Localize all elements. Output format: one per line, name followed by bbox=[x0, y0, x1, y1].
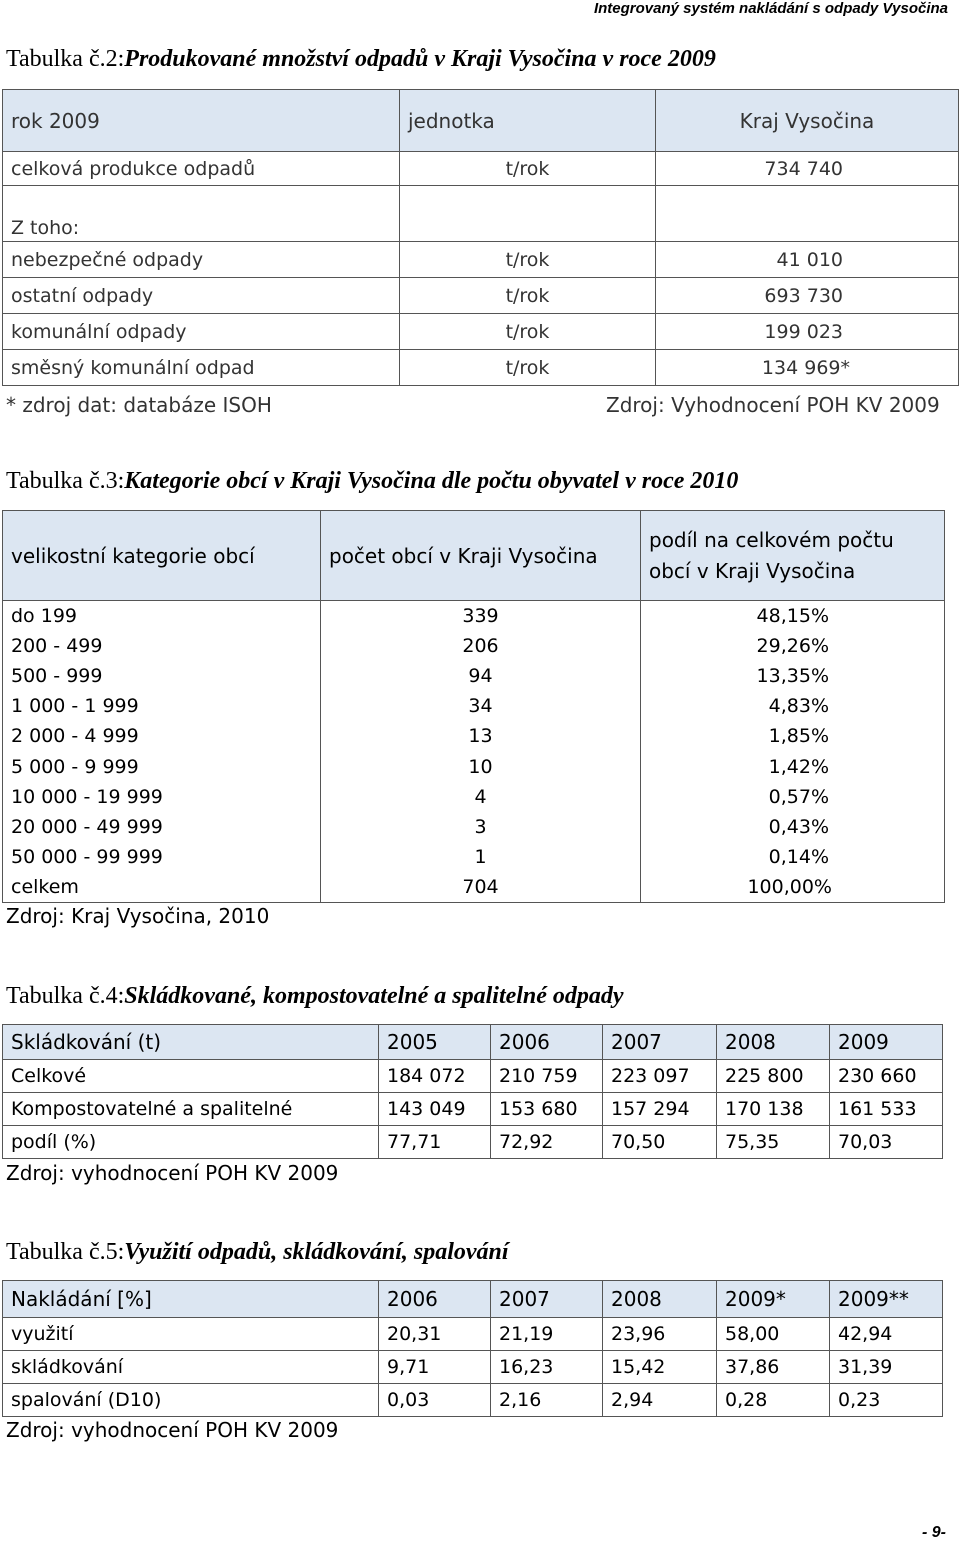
running-header: Integrovaný systém nakládání s odpady Vysočina bbox=[593, 0, 948, 17]
value-cell: 210 759 bbox=[491, 1060, 603, 1093]
count-cell: 4 bbox=[321, 782, 641, 812]
category-cell: 20 000 - 49 999 bbox=[3, 812, 321, 842]
row-unit: t/rok bbox=[400, 152, 656, 186]
table3-header-row bbox=[3, 511, 945, 601]
table-row bbox=[3, 314, 959, 350]
table5-header-cell: 2009* bbox=[717, 1281, 830, 1318]
value-cell: 58,00 bbox=[717, 1318, 830, 1351]
share-cell: 0,43% bbox=[641, 812, 945, 842]
table3-source: Zdroj: Kraj Vysočina, 2010 bbox=[6, 904, 270, 928]
table4-source: Zdroj: vyhodnocení POH KV 2009 bbox=[6, 1161, 339, 1185]
category-cell: 50 000 - 99 999 bbox=[3, 842, 321, 872]
share-cell: 29,26% bbox=[641, 631, 945, 661]
table4-header-row bbox=[3, 1025, 943, 1060]
row-label: využití bbox=[3, 1318, 379, 1351]
share-cell: 1,42% bbox=[641, 751, 945, 781]
table2-caption bbox=[6, 46, 716, 73]
row-label: směsný komunální odpad bbox=[3, 350, 400, 386]
table5-header-cell: 2009** bbox=[830, 1281, 943, 1318]
table5-header-cell: 2008 bbox=[603, 1281, 717, 1318]
table4-header-cell: 2006 bbox=[491, 1025, 603, 1060]
table2-header-cell: Kraj Vysočina bbox=[656, 90, 959, 152]
table3-header-cell: velikostní kategorie obcí bbox=[3, 511, 321, 601]
value-cell: 70,50 bbox=[603, 1126, 717, 1159]
category-cell: celkem bbox=[3, 872, 321, 902]
share-cell: 4,83% bbox=[641, 691, 945, 721]
count-cell: 1 bbox=[321, 842, 641, 872]
count-cell: 94 bbox=[321, 661, 641, 691]
table5-header-cell: 2007 bbox=[491, 1281, 603, 1318]
table-row bbox=[3, 842, 945, 872]
table-row bbox=[3, 721, 945, 751]
share-cell: 1,85% bbox=[641, 721, 945, 751]
table-row bbox=[3, 691, 945, 721]
table-row bbox=[3, 751, 945, 781]
row-label: Celkové bbox=[3, 1060, 379, 1093]
table-row bbox=[3, 1384, 943, 1417]
row-unit: t/rok bbox=[400, 278, 656, 314]
table-row bbox=[3, 152, 959, 186]
table3 bbox=[2, 510, 945, 903]
value-cell: 184 072 bbox=[379, 1060, 491, 1093]
share-cell: 48,15% bbox=[641, 601, 945, 631]
table4-header-cell: 2005 bbox=[379, 1025, 491, 1060]
category-cell: 2 000 - 4 999 bbox=[3, 721, 321, 751]
table-row bbox=[3, 278, 959, 314]
value-cell: 21,19 bbox=[491, 1318, 603, 1351]
table4-caption bbox=[6, 983, 624, 1010]
table4-title: Skládkované, kompostovatelné a spalitelné odpady bbox=[124, 983, 624, 1009]
value-cell: 31,39 bbox=[830, 1351, 943, 1384]
table4 bbox=[2, 1024, 943, 1159]
table4-header-cell: 2009 bbox=[830, 1025, 943, 1060]
row-label: podíl (%) bbox=[3, 1126, 379, 1159]
value-cell: 0,28 bbox=[717, 1384, 830, 1417]
category-cell: 1 000 - 1 999 bbox=[3, 691, 321, 721]
table4-header-cell: 2008 bbox=[717, 1025, 830, 1060]
count-cell: 206 bbox=[321, 631, 641, 661]
value-cell: 0,03 bbox=[379, 1384, 491, 1417]
table-row bbox=[3, 1318, 943, 1351]
share-cell: 100,00% bbox=[641, 872, 945, 902]
table5-header-row bbox=[3, 1281, 943, 1318]
table2-source: Zdroj: Vyhodnocení POH KV 2009 bbox=[606, 393, 940, 417]
value-cell: 170 138 bbox=[717, 1093, 830, 1126]
value-cell: 230 660 bbox=[830, 1060, 943, 1093]
category-cell: do 199 bbox=[3, 601, 321, 631]
value-cell: 157 294 bbox=[603, 1093, 717, 1126]
table5-label: Tabulka č.5: bbox=[6, 1239, 125, 1265]
share-cell: 0,57% bbox=[641, 782, 945, 812]
value-cell: 23,96 bbox=[603, 1318, 717, 1351]
row-label: Kompostovatelné a spalitelné bbox=[3, 1093, 379, 1126]
table2-title: Produkované množství odpadů v Kraji Vysočina v roce 2009 bbox=[124, 46, 716, 72]
value-cell: 2,94 bbox=[603, 1384, 717, 1417]
table-row bbox=[3, 872, 945, 902]
value-cell: 9,71 bbox=[379, 1351, 491, 1384]
category-cell: 500 - 999 bbox=[3, 661, 321, 691]
row-label: komunální odpady bbox=[3, 314, 400, 350]
row-unit: t/rok bbox=[400, 242, 656, 278]
header-line: obcí v Kraji Vysočina bbox=[649, 558, 856, 583]
value-cell: 2,16 bbox=[491, 1384, 603, 1417]
value-cell: 75,35 bbox=[717, 1126, 830, 1159]
table2-header-cell: jednotka bbox=[400, 90, 656, 152]
value-cell: 70,03 bbox=[830, 1126, 943, 1159]
table2-header-cell: rok 2009 bbox=[3, 90, 400, 152]
value-cell: 72,92 bbox=[491, 1126, 603, 1159]
count-cell: 34 bbox=[321, 691, 641, 721]
table-row bbox=[3, 601, 945, 631]
row-value: 734 740 bbox=[656, 152, 959, 186]
row-label: nebezpečné odpady bbox=[3, 242, 400, 278]
share-cell: 13,35% bbox=[641, 661, 945, 691]
value-cell: 77,71 bbox=[379, 1126, 491, 1159]
table-row bbox=[3, 1093, 943, 1126]
subheading: Z toho: bbox=[3, 186, 400, 242]
table4-label: Tabulka č.4: bbox=[6, 983, 125, 1009]
table2-label: Tabulka č.2: bbox=[6, 46, 125, 72]
table5-header-cell: 2006 bbox=[379, 1281, 491, 1318]
row-label: spalování (D10) bbox=[3, 1384, 379, 1417]
category-cell: 10 000 - 19 999 bbox=[3, 782, 321, 812]
table2 bbox=[2, 89, 959, 386]
row-value: 693 730 bbox=[656, 278, 959, 314]
value-cell: 225 800 bbox=[717, 1060, 830, 1093]
table-row bbox=[3, 350, 959, 386]
table3-header-cell: počet obcí v Kraji Vysočina bbox=[321, 511, 641, 601]
count-cell: 339 bbox=[321, 601, 641, 631]
value-cell: 223 097 bbox=[603, 1060, 717, 1093]
table-row bbox=[3, 1351, 943, 1384]
table3-label: Tabulka č.3: bbox=[6, 468, 125, 494]
empty-cell bbox=[656, 186, 959, 242]
value-cell: 143 049 bbox=[379, 1093, 491, 1126]
count-cell: 10 bbox=[321, 751, 641, 781]
table-row bbox=[3, 186, 959, 242]
value-cell: 20,31 bbox=[379, 1318, 491, 1351]
table3-header-cell bbox=[641, 511, 945, 601]
table-row bbox=[3, 242, 959, 278]
row-unit: t/rok bbox=[400, 314, 656, 350]
category-cell: 200 - 499 bbox=[3, 631, 321, 661]
value-cell: 37,86 bbox=[717, 1351, 830, 1384]
share-cell: 0,14% bbox=[641, 842, 945, 872]
count-cell: 3 bbox=[321, 812, 641, 842]
table2-footnote: * zdroj dat: databáze ISOH bbox=[6, 393, 272, 417]
table-row bbox=[3, 1126, 943, 1159]
table-row bbox=[3, 631, 945, 661]
row-value: 41 010 bbox=[656, 242, 959, 278]
empty-cell bbox=[400, 186, 656, 242]
row-value: 134 969* bbox=[656, 350, 959, 386]
count-cell: 704 bbox=[321, 872, 641, 902]
header-line: podíl na celkovém počtu bbox=[649, 527, 894, 552]
row-label: ostatní odpady bbox=[3, 278, 400, 314]
value-cell: 0,23 bbox=[830, 1384, 943, 1417]
value-cell: 16,23 bbox=[491, 1351, 603, 1384]
row-label: celková produkce odpadů bbox=[3, 152, 400, 186]
table-row bbox=[3, 782, 945, 812]
table5 bbox=[2, 1280, 943, 1417]
row-value: 199 023 bbox=[656, 314, 959, 350]
table4-header-cell: Skládkování (t) bbox=[3, 1025, 379, 1060]
table-row bbox=[3, 1060, 943, 1093]
table4-header-cell: 2007 bbox=[603, 1025, 717, 1060]
count-cell: 13 bbox=[321, 721, 641, 751]
value-cell: 153 680 bbox=[491, 1093, 603, 1126]
table5-header-cell: Nakládání [%] bbox=[3, 1281, 379, 1318]
row-unit: t/rok bbox=[400, 350, 656, 386]
value-cell: 15,42 bbox=[603, 1351, 717, 1384]
page-number: - 9- bbox=[922, 1524, 946, 1541]
table-row bbox=[3, 661, 945, 691]
table5-caption bbox=[6, 1239, 509, 1266]
table3-title: Kategorie obcí v Kraji Vysočina dle počtu obyvatel v roce 2010 bbox=[124, 468, 739, 494]
row-label: skládkování bbox=[3, 1351, 379, 1384]
table5-source: Zdroj: vyhodnocení POH KV 2009 bbox=[6, 1418, 339, 1442]
table2-header-row bbox=[3, 90, 959, 152]
value-cell: 42,94 bbox=[830, 1318, 943, 1351]
table3-caption bbox=[6, 468, 738, 495]
table5-title: Využití odpadů, skládkování, spalování bbox=[124, 1239, 509, 1265]
table-row bbox=[3, 812, 945, 842]
value-cell: 161 533 bbox=[830, 1093, 943, 1126]
category-cell: 5 000 - 9 999 bbox=[3, 751, 321, 781]
